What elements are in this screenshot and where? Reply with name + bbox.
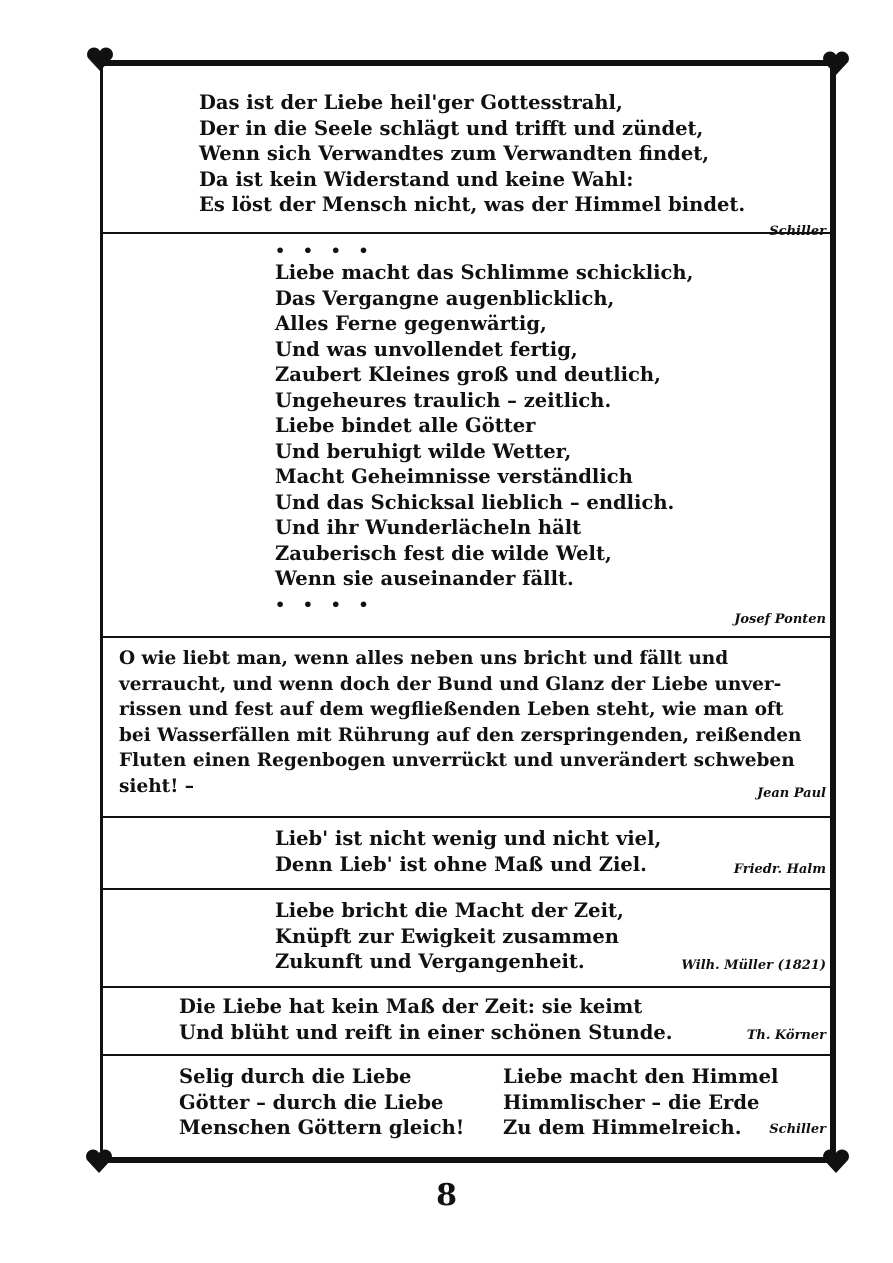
poem-line: Liebe macht das Schlimme schicklich, — [275, 261, 694, 284]
heart-icon — [85, 44, 115, 74]
poem-line: Liebe bricht die Macht der Zeit, — [275, 899, 624, 922]
poem-line: Wenn sich Verwandtes zum Verwandten findet, — [199, 142, 710, 165]
author-label: Friedr. Halm — [733, 862, 826, 877]
poem-line: Da ist kein Widerstand und keine Wahl: — [199, 167, 634, 191]
poem-line: Macht Geheimnisse verständlich — [275, 465, 633, 488]
poem-line: Und was unvollendet fertig, — [275, 337, 578, 361]
section-divider — [103, 816, 830, 818]
heart-icon — [84, 1146, 114, 1176]
quote-halm — [103, 826, 830, 886]
poem-line: Denn Lieb' ist ohne Maß und Ziel. — [275, 852, 647, 876]
quote-mueller — [103, 898, 830, 982]
poem-line: Wenn sie auseinander fällt. — [275, 567, 574, 590]
ellipsis-dots: • • • • — [275, 241, 375, 260]
section-divider — [103, 636, 830, 638]
poem-line: Ungeheures traulich – zeitlich. — [275, 388, 612, 412]
heart-icon — [821, 1146, 851, 1176]
poem-line: Liebe bindet alle Götter — [275, 414, 536, 437]
poem-line: Die Liebe hat kein Maß der Zeit: sie keimt — [179, 995, 643, 1018]
prose-line: Fluten einen Regenbogen unverrückt und unverändert schweben — [119, 750, 795, 771]
prose-line: rissen und fest auf dem wegfließenden Leben steht, wie man oft — [119, 699, 784, 720]
poem-line: Das Vergangne augenblicklich, — [275, 286, 615, 310]
prose-line: bei Wasserfällen mit Rührung auf den zerspringenden, reißenden — [119, 724, 802, 746]
poem-line: Zaubert Kleines groß und deutlich, — [275, 363, 661, 386]
quote-schiller-1 — [103, 90, 830, 240]
section-divider — [103, 986, 830, 988]
quote-jean-paul — [103, 646, 830, 806]
prose-line: sieht! – — [119, 775, 195, 797]
poem-line: Menschen Göttern gleich! — [179, 1116, 465, 1139]
section-divider — [103, 232, 830, 234]
page-frame — [100, 60, 836, 1163]
poem-line: Zukunft und Vergangenheit. — [275, 950, 585, 973]
author-label: Schiller — [769, 224, 826, 239]
prose-line: O wie liebt man, wenn alles neben uns bricht und fällt und — [119, 648, 729, 669]
poem-line: Das ist der Liebe heil'ger Gottesstrahl, — [199, 91, 623, 114]
quote-koerner — [103, 994, 830, 1054]
section-divider — [103, 1054, 830, 1056]
author-label: Wilh. Müller (1821) — [681, 958, 826, 973]
poem-line: Lieb' ist nicht wenig und nicht viel, — [275, 827, 662, 850]
quote-schiller-2 — [103, 1064, 830, 1148]
poem-line: Es löst der Mensch nicht, was der Himmel bindet. — [199, 193, 746, 216]
poem-line: Und ihr Wunderlächeln hält — [275, 516, 582, 539]
page-number: 8 — [436, 1178, 457, 1213]
poem-line: Zu dem Himmelreich. — [503, 1116, 742, 1139]
heart-icon — [821, 48, 851, 78]
author-label: Th. Körner — [746, 1028, 826, 1043]
author-label: Jean Paul — [756, 786, 826, 801]
ellipsis-dots: • • • • — [275, 594, 375, 614]
author-label: Schiller — [769, 1122, 826, 1137]
poem-line: Liebe macht den Himmel — [503, 1065, 779, 1088]
poem-line: Der in die Seele schlägt und trifft und zündet, — [199, 116, 704, 140]
poem-line: Knüpft zur Ewigkeit zusammen — [275, 924, 619, 948]
poem-line: Himmlischer – die Erde — [503, 1090, 760, 1114]
prose-line: verraucht, und wenn doch der Bund und Glanz der Liebe unver- — [119, 673, 782, 695]
poem-line: Und beruhigt wilde Wetter, — [275, 439, 572, 463]
poem-line: Und das Schicksal lieblich – endlich. — [275, 490, 675, 514]
poem-line: Götter – durch die Liebe — [179, 1090, 444, 1114]
quote-ponten — [103, 242, 830, 640]
poem-line: Zauberisch fest die wilde Welt, — [275, 541, 612, 565]
poem-line: Alles Ferne gegenwärtig, — [275, 312, 547, 335]
section-divider — [103, 888, 830, 890]
poem-line: Und blüht und reift in einer schönen Stunde. — [179, 1020, 673, 1044]
author-label: Josef Ponten — [734, 612, 826, 627]
poem-line: Selig durch die Liebe — [179, 1065, 412, 1088]
